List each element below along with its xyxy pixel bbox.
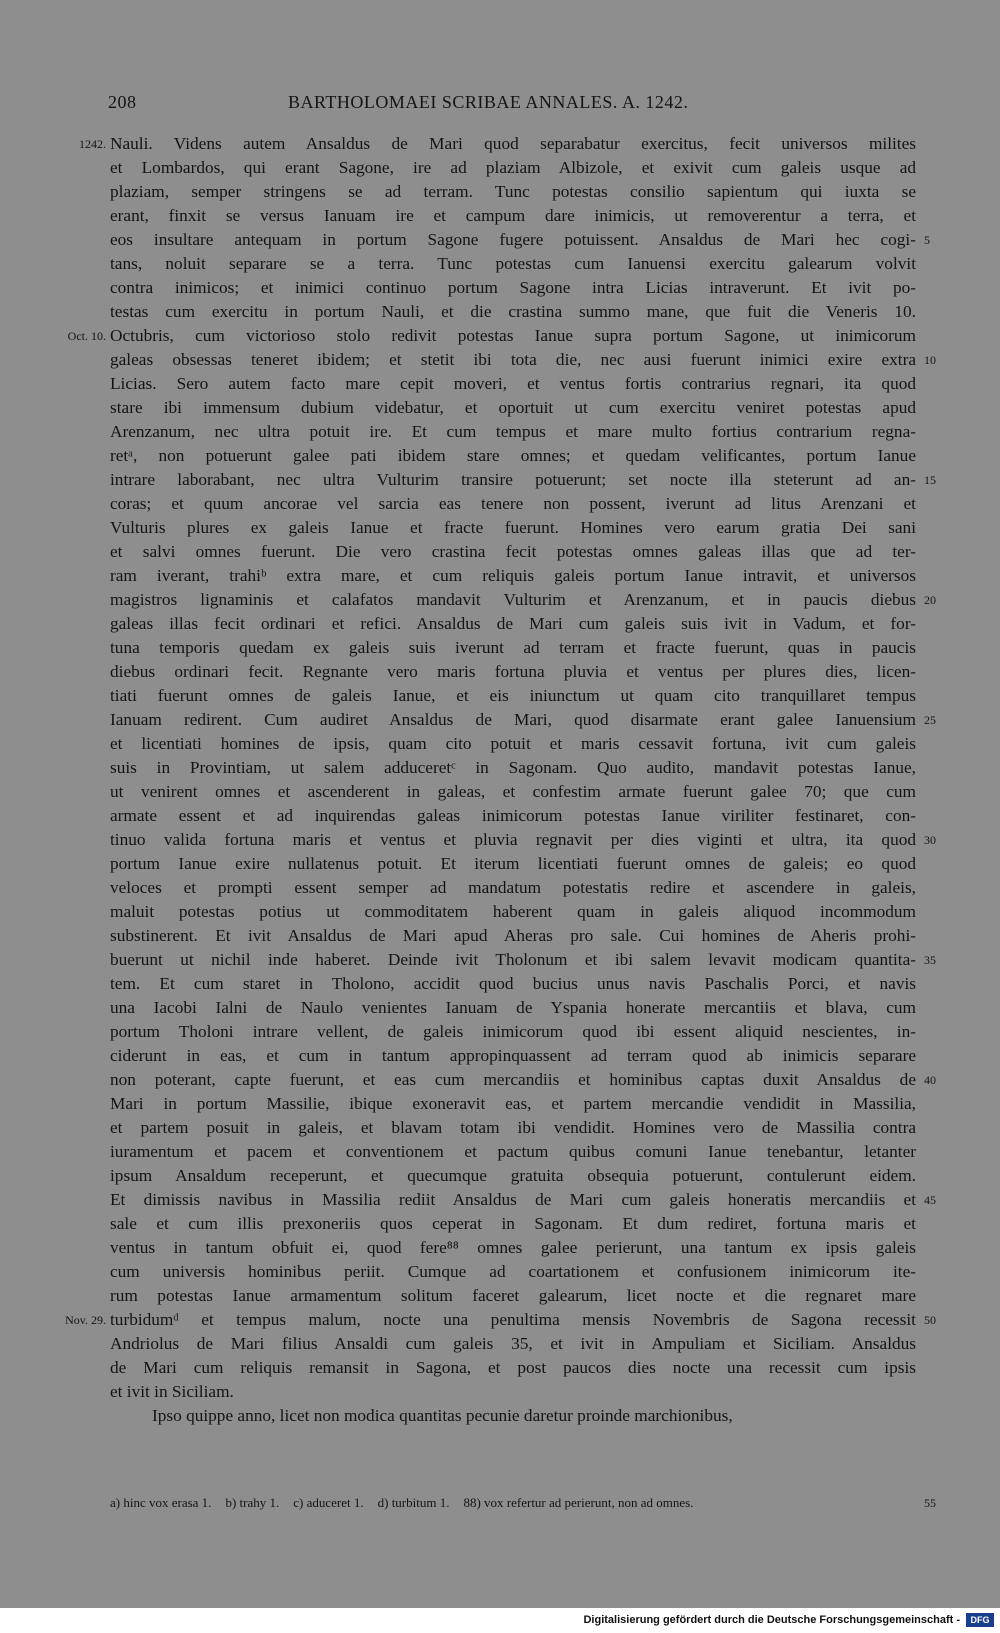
text-line: Octubris, cum victorioso stolo redivit potestas Ianue supra portum Sagone, ut inimicorum: [110, 326, 916, 345]
text-line: et partem posuit in galeis, et blavam totam ibi vendidit. Homines vero de Massilia contra: [110, 1118, 916, 1137]
text-line: diebus ordinari fecit. Regnante vero maris fortuna pluvia et ventus per plures dies, licen-: [110, 662, 916, 681]
text-line: et ivit in Siciliam.: [110, 1382, 234, 1401]
footnote: c) aduceret 1.: [293, 1495, 364, 1510]
text-line: tiati fuerunt omnes de galeis Ianue, et eis iniunctum ut quam cito tranquillaret tempus: [110, 686, 916, 705]
text-line: Licias. Sero autem facto mare cepit moveri, et ventus fortis contrarius regnari, ita quod: [110, 374, 916, 393]
line-number: 40: [924, 1073, 936, 1087]
text-line: cum universis hominibus periit. Cumque ad coartationem et confusionem inimicorum ite-: [110, 1262, 916, 1281]
text-line: Vulturis plures ex galeis Ianue et fracte fuerunt. Homines vero earum gratia Dei sani: [110, 518, 916, 537]
line-number: 20: [924, 593, 936, 607]
text-line: stare ibi immensum dubium videbatur, et oportuit ut cum exercitu veniret potestas apud: [110, 398, 916, 417]
footnote: b) trahy 1.: [225, 1495, 280, 1510]
margin-date-note: 1242.: [79, 137, 106, 151]
line-number: 5: [924, 233, 930, 247]
text-line: plaziam, semper stringens se ad terram. Tunc potestas consilio sapientum qui iuxta se: [110, 182, 916, 201]
footnote-line-number: 55: [924, 1496, 936, 1510]
text-line: Et dimissis navibus in Massilia rediit Ansaldus de Mari cum galeis honeratis mercandiis et: [110, 1190, 916, 1209]
text-line: galeas illas fecit ordinari et refici. Ansaldus de Mari cum galeis suis ivit in Vadum, et for-: [110, 614, 916, 633]
text-line: contra inimicos; et inimici continuo portum Sagone intra Licias intraverunt. Et ivit po-: [110, 278, 916, 297]
text-line: Arenzanum, nec ultra potuit ire. Et cum tempus et mare multo fortius contrarium regna-: [110, 422, 916, 441]
text-line: iuramentum et pacem et conventionem et pactum quibus comuni Ianue tenebantur, letanter: [110, 1142, 916, 1161]
line-number: 25: [924, 713, 936, 727]
text-line: erant, finxit se versus Ianuam ire et campum dare inimicis, ut removerentur a terra, et: [110, 206, 916, 225]
text-line: turbidumᵈ et tempus malum, nocte una penultima mensis Novembris de Sagona recessit: [110, 1310, 916, 1329]
text-line: et licentiati homines de ipsis, quam cito potuit et maris cessavit fortuna, ivit cum galeis: [110, 734, 916, 753]
footnote: 88) vox refertur ad perierunt, non ad omnes.: [463, 1495, 694, 1510]
text-line: ipsum Ansaldum receperunt, et quecumque gratuita obsequia potuerunt, contulerunt eidem.: [110, 1166, 916, 1185]
margin-date-note: Oct. 10.: [67, 329, 106, 343]
text-line: Ipso quippe anno, licet non modica quantitas pecunie daretur proinde marchionibus,: [152, 1406, 733, 1425]
text-line: Mari in portum Massilie, ibique exoneravit eas, et partem mercandie vendidit in Massilia,: [110, 1094, 916, 1113]
text-line: portum Tholoni intrare vellent, de galeis inimicorum quod ibi essent aliquid nescientes, in-: [110, 1022, 916, 1041]
text-line: eos insultare antequam in portum Sagone fugere potuissent. Ansaldus de Mari hec cogi-: [110, 230, 916, 249]
text-line: tinuo valida fortuna maris et ventus et pluvia regnavit per dies viginti et ultra, ita quod: [110, 830, 916, 849]
line-number: 45: [924, 1193, 936, 1207]
text-line: una Iacobi Ialni de Naulo venientes Ianuam de Yspania honerate mercantiis et blava, cum: [110, 998, 916, 1017]
text-line: coras; et quum ancorae vel sarcia eas tenere non possent, iverunt ad litus Arenzani et: [110, 494, 916, 513]
line-number: 50: [924, 1313, 936, 1327]
text-line: tuna temporis quedam ex galeis suis iverunt ad terram et fracte fuerunt, quas in paucis: [110, 638, 916, 657]
footnotes: [110, 1492, 916, 1514]
text-line: suis in Provintiam, ut salem adduceretᶜ in Sagonam. Quo audito, mandavit potestas Ianue,: [110, 758, 916, 777]
text-line: testas cum exercitu in portum Nauli, et die crastina summo mane, que fuit die Veneris 10.: [110, 302, 916, 321]
page-header: [108, 92, 920, 118]
running-title: BARTHOLOMAEI SCRIBAE ANNALES. A. 1242.: [288, 92, 689, 112]
text-line: non poterant, capte fuerunt, et eas cum mercandiis et hominibus captas duxit Ansaldus de: [110, 1070, 916, 1089]
text-line: veloces et prompti essent semper ad mandatum potestatis redire et ascendere in galeis,: [110, 878, 916, 897]
text-line: et salvi omnes fuerunt. Die vero crastina fecit potestas omnes galeas illas que ad ter-: [110, 542, 916, 561]
footnote: d) turbitum 1.: [377, 1495, 450, 1510]
text-line: armate essent et ad inquirendas galeas inimicorum potestas Ianue viriliter festinaret, con-: [110, 806, 916, 825]
line-number: 15: [924, 473, 936, 487]
text-line: tem. Et cum staret in Tholono, accidit quod bucius unus navis Paschalis Porci, et navis: [110, 974, 916, 993]
text-line: maluit potestas potius ut commoditatem haberent quam in galeis aliquod incommodum: [110, 902, 916, 921]
text-line: sale et cum illis prexoneriis quos ceperat in Sagonam. Et dum rediret, fortuna maris et: [110, 1214, 916, 1233]
text-line: ventus in tantum obfuit ei, quod fere⁸⁸ omnes galee perierunt, una tantum ex ipsis galeis: [110, 1238, 916, 1257]
digitization-credit-bar: [0, 1608, 1000, 1633]
text-line: de Mari cum reliquis remansit in Sagona, et post paucos dies nocte una recessit cum ipsis: [110, 1358, 916, 1377]
line-number: 10: [924, 353, 936, 367]
line-number: 35: [924, 953, 936, 967]
margin-date-note: Nov. 29.: [65, 1313, 106, 1327]
credit-text: Digitalisierung gefördert durch die Deutsche Forschungsgemeinschaft -: [583, 1614, 960, 1626]
text-line: ciderunt in eas, et cum in tantum appropinquassent ad terram quod ab inimicis separare: [110, 1046, 916, 1065]
text-line: intrare laborabant, nec ultra Vulturim transire potuerunt; set nocte illa steterunt ad an-: [110, 470, 916, 489]
text-line: magistros lignaminis et calafatos mandavit Vulturim et Arenzanum, et in paucis diebus: [110, 590, 916, 609]
text-line: ram iverant, trahiᵇ extra mare, et cum reliquis galeis portum Ianue intravit, et universos: [110, 566, 916, 585]
page-number: 208: [108, 92, 137, 112]
text-line: substinerent. Et ivit Ansaldus de Mari apud Aheras pro sale. Cui homines de Aheris prohi-: [110, 926, 916, 945]
dfg-logo-icon[interactable]: DFG: [966, 1613, 994, 1627]
text-line: ut venirent omnes et ascenderent in galeas, et confestim armate fuerunt galee 70; que cum: [110, 782, 916, 801]
text-line: galeas obsessas teneret ibidem; et stetit ibi tota die, nec ausi fuerunt inimici exire extra: [110, 350, 916, 369]
text-line: Ianuam redirent. Cum audiret Ansaldus de Mari, quod disarmate erant galee Ianuensium: [110, 710, 916, 729]
text-line: tans, noluit separare se a terra. Tunc potestas cum Ianuensi exercitu galearum volvit: [110, 254, 916, 273]
line-number: 30: [924, 833, 936, 847]
text-line: portum Ianue exire nullatenus potuit. Et iterum licentiati fuerunt omnes de galeis; eo quod: [110, 854, 916, 873]
text-line: buerunt ut nichil inde haberet. Deinde ivit Tholonum et ibi salem levavit modicam quantita-: [110, 950, 916, 969]
footnote: a) hinc vox erasa 1.: [110, 1495, 212, 1510]
text-line: et Lombardos, qui erant Sagone, ire ad plaziam Albizole, et exivit cum galeis usque ad: [110, 158, 916, 177]
text-line: rum potestas Ianue armamentum solitum faceret galearum, licet nocte et die regnaret mare: [110, 1286, 916, 1305]
text-line: retᵃ, non potuerunt galee pati ibidem stare omnes; et quedam velificantes, portum Ianue: [110, 446, 916, 465]
text-line: Nauli. Videns autem Ansaldus de Mari quod separabatur exercitus, fecit universos milites: [110, 134, 916, 153]
text-line: Andriolus de Mari filius Ansaldi cum galeis 35, et ivit in Ampuliam et Siciliam. Ansaldus: [110, 1334, 916, 1353]
